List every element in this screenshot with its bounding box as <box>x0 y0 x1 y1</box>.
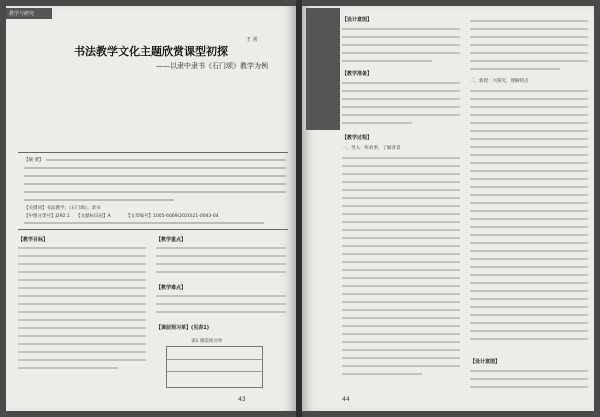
text-line <box>18 295 146 297</box>
right-page <box>302 6 594 411</box>
text-line <box>470 218 588 220</box>
text-line <box>470 36 588 38</box>
left-page <box>6 6 296 411</box>
text-line <box>470 20 588 22</box>
text-line <box>470 60 588 62</box>
text-line <box>470 386 588 388</box>
text-line <box>470 186 588 188</box>
text-line <box>18 335 146 337</box>
keywords: 【关键词】书法教学；《石门颂》；隶书 <box>24 206 101 211</box>
text-line <box>24 183 286 185</box>
text-line <box>470 154 588 156</box>
text-line <box>342 36 460 38</box>
text-line <box>470 162 588 164</box>
text-line <box>342 44 460 46</box>
text-line <box>18 319 146 321</box>
text-line <box>156 255 286 257</box>
text-line <box>342 269 460 271</box>
text-line <box>470 234 588 236</box>
text-line <box>470 146 588 148</box>
text-line <box>156 247 286 249</box>
text-line <box>24 175 286 177</box>
text-line <box>18 255 146 257</box>
text-line <box>342 285 460 287</box>
text-line <box>342 122 412 124</box>
text-line <box>342 165 460 167</box>
text-line <box>156 271 286 273</box>
table-row <box>167 359 262 360</box>
text-line <box>342 60 432 62</box>
clc-number: 【中图分类号】J292.1 <box>24 214 70 219</box>
text-line <box>342 373 422 375</box>
text-line <box>342 301 460 303</box>
design-intent-heading: 【设计意图】 <box>342 17 373 23</box>
teaching-goals-heading: 【教学目标】 <box>18 237 49 243</box>
text-line <box>342 309 460 311</box>
prep-title: 【教学准备】 <box>342 71 373 77</box>
text-line <box>342 90 460 92</box>
text-line <box>342 341 460 343</box>
text-line <box>470 298 588 300</box>
text-line <box>470 370 588 372</box>
journal-tab <box>306 8 340 130</box>
step-two: 二、新授：兴探究，理解特点 <box>470 79 529 84</box>
text-line <box>470 98 588 100</box>
text-line <box>24 222 264 224</box>
text-line <box>24 167 286 169</box>
text-line <box>470 322 588 324</box>
page-subtitle: ——以隶中隶书《石门颂》教学为例 <box>156 62 268 70</box>
abstract-label: 【摘 要】 <box>24 158 44 163</box>
text-line <box>18 263 146 265</box>
text-line <box>342 82 460 84</box>
text-line <box>342 357 460 359</box>
text-line <box>18 279 146 281</box>
text-line <box>470 330 588 332</box>
text-line <box>18 271 146 273</box>
text-line <box>342 253 460 255</box>
text-line <box>24 191 286 193</box>
step-one: 一、导入：听故事，了解背景 <box>342 146 401 151</box>
text-line <box>342 213 460 215</box>
text-line <box>18 327 146 329</box>
section-tab: 教学与研究 <box>6 8 52 19</box>
text-line <box>342 317 460 319</box>
text-line <box>156 263 286 265</box>
text-line <box>342 293 460 295</box>
table-caption: 表1 课前预习单 <box>191 339 223 344</box>
text-line <box>470 130 588 132</box>
text-line <box>18 311 146 313</box>
article-number: 【文章编号】1005-6009(2020)21-0043-04 <box>126 214 219 219</box>
text-line <box>470 44 588 46</box>
text-line <box>470 274 588 276</box>
key-points-heading: 【教学重点】 <box>156 237 187 243</box>
text-line <box>342 229 460 231</box>
text-line <box>470 306 588 308</box>
text-line <box>470 210 588 212</box>
text-line <box>342 237 460 239</box>
text-line <box>470 68 560 70</box>
design-intent-heading-2: 【设计意图】 <box>470 359 501 365</box>
text-line <box>342 277 460 279</box>
text-line <box>18 303 146 305</box>
text-line <box>470 170 588 172</box>
text-line <box>470 194 588 196</box>
text-line <box>342 98 460 100</box>
text-line <box>18 367 118 369</box>
process-title: 【教学过程】 <box>342 135 373 141</box>
text-line <box>342 106 460 108</box>
text-line <box>470 266 588 268</box>
doc-code: 【文献标识码】A <box>76 214 111 219</box>
text-line <box>470 202 588 204</box>
text-line <box>18 359 146 361</box>
text-line <box>342 181 460 183</box>
text-line <box>342 261 460 263</box>
text-line <box>342 221 460 223</box>
text-line <box>470 114 588 116</box>
text-line <box>18 343 146 345</box>
text-line <box>342 349 460 351</box>
page-number: 43 <box>238 396 246 403</box>
text-line <box>470 90 588 92</box>
text-line <box>342 325 460 327</box>
text-line <box>470 106 588 108</box>
text-line <box>18 351 146 353</box>
text-line <box>470 242 588 244</box>
table-row <box>167 371 262 372</box>
text-line <box>342 114 460 116</box>
text-line <box>470 290 588 292</box>
text-line <box>342 333 460 335</box>
prep-heading: 【课前预习单】(见表1) <box>156 325 210 331</box>
text-line <box>156 303 286 305</box>
text-line <box>470 52 588 54</box>
text-line <box>46 159 286 161</box>
text-line <box>470 138 588 140</box>
text-line <box>18 287 146 289</box>
text-line <box>18 247 146 249</box>
text-line <box>470 378 588 380</box>
text-line <box>342 52 460 54</box>
text-line <box>156 311 286 313</box>
page-title: 书法教学文化主题欣赏课型初探 <box>74 45 228 58</box>
text-line <box>470 338 588 340</box>
text-line <box>342 157 460 159</box>
text-line <box>342 245 460 247</box>
text-line <box>156 295 286 297</box>
difficulty-heading: 【教学难点】 <box>156 285 187 291</box>
text-line <box>342 205 460 207</box>
text-line <box>470 258 588 260</box>
text-line <box>470 178 588 180</box>
text-line <box>470 122 588 124</box>
text-line <box>342 189 460 191</box>
text-line <box>470 314 588 316</box>
text-line <box>470 282 588 284</box>
prep-table <box>166 346 263 388</box>
author: 王 喜 <box>246 37 258 43</box>
text-line <box>342 173 460 175</box>
text-line <box>342 365 460 367</box>
text-line <box>342 28 460 30</box>
text-line <box>24 199 174 201</box>
text-line <box>470 226 588 228</box>
text-line <box>470 28 588 30</box>
text-line <box>342 197 460 199</box>
page-number: 44 <box>342 396 350 403</box>
text-line <box>470 250 588 252</box>
